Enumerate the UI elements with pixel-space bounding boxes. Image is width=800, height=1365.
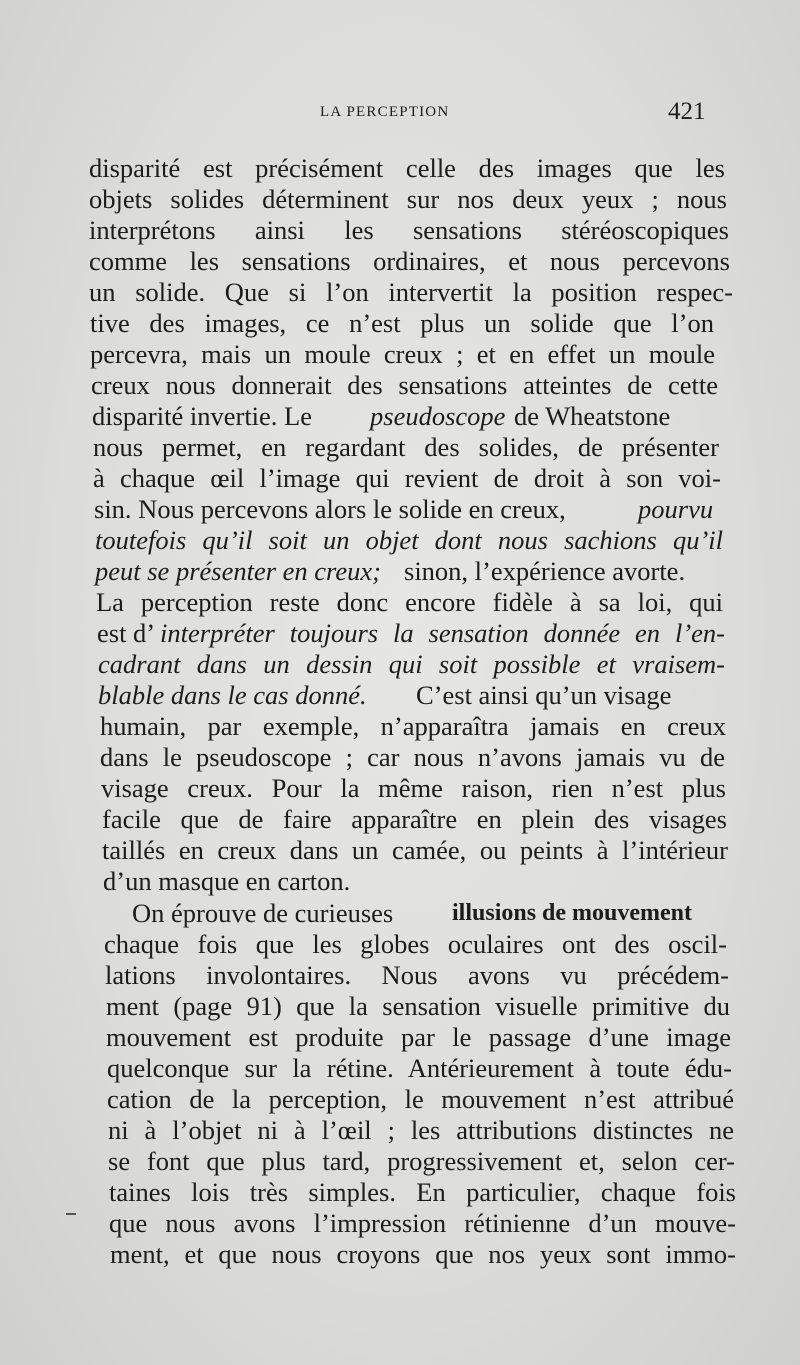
text-line [0,834,800,866]
text-line [0,617,800,649]
text-segment: taines lois très simples. En particulier, chaque fois [109,1177,736,1207]
margin-dash-mark [66,1213,76,1215]
text-line [0,214,800,246]
text-segment: mouvement est produite par le passage d’une image [106,1022,731,1052]
text-line [0,586,800,618]
text-line [0,1145,800,1177]
italic-phrase: pourvu [638,494,714,524]
text-segment: visage creux. Pour la même raison, rien n’est plus [101,773,726,803]
text-line [0,400,800,432]
text-line [0,152,800,184]
text-line [0,1207,800,1239]
text-segment: ni à l’objet ni à l’œil ; les attributions distinctes ne [108,1115,734,1145]
text-line [0,710,800,742]
text-segment: La perception reste donc encore fidèle à sa loi, qui [96,587,723,617]
text-line [0,741,800,773]
text-segment: disparité est précisément celle des images que les [89,153,725,183]
text-line [0,679,800,711]
text-line [0,307,800,339]
text-segment: quelconque sur la rétine. Antérieurement à toute édu- [107,1053,732,1083]
text-segment: disparité invertie. Le [92,401,313,431]
italic-phrase: cadrant dans un dessin qui soit possible et vraisem- [98,649,725,679]
text-line [0,990,800,1022]
text-line [0,1114,800,1146]
text-segment: ment, et que nous croyons que nos yeux sont immo- [110,1239,736,1269]
text-line [0,555,800,587]
text-segment: comme les sensations ordinaires, et nous percevons [89,246,730,276]
text-segment: à chaque œil l’image qui revient de droit à son voi- [93,463,721,493]
text-segment: se font que plus tard, progressivement et, selon cer- [108,1146,735,1176]
text-line [0,493,800,525]
text-line [0,524,800,556]
text-line [0,803,800,835]
text-segment: facile que de faire apparaître en plein des visages [102,804,727,834]
text-line [0,865,800,897]
text-line [0,245,800,277]
text-segment: humain, par exemple, n’apparaîtra jamais en creux [100,711,726,741]
text-segment: sinon, l’expérience avorte. [404,556,686,586]
text-segment: que nous avons l’impression rétinienne d’un mouve- [109,1208,736,1238]
text-segment: est d’ [97,618,156,648]
text-line [0,338,800,370]
text-line [0,1052,800,1084]
text-line [0,1021,800,1053]
text-segment: ment (page 91) que la sensation visuelle primitive du [106,991,730,1021]
text-segment: sin. Nous percevons alors le solide en creux, [94,494,566,524]
text-segment: un solide. Que si l’on intervertit la position respec- [89,277,733,307]
text-segment: dans le pseudoscope ; car nous n’avons jamais vu de [100,742,725,772]
text-segment: nous permet, en regardant des solides, de présenter [93,432,719,462]
text-line [0,183,800,215]
text-segment: percevra, mais un moule creux ; et en effet un moule [90,339,715,369]
bold-term: illusions de mouvement [452,900,693,926]
text-segment: de Wheatstone [514,401,671,431]
text-segment: C’est ainsi qu’un visage [416,680,672,710]
page-number: 421 [668,98,706,125]
text-segment: d’un masque en carton. [103,866,351,896]
italic-phrase: blable dans le cas donné. [98,680,367,710]
text-segment: chaque fois que les globes oculaires ont des oscil- [104,929,727,959]
running-title: LA PERCEPTION [320,104,450,120]
text-line [0,772,800,804]
text-line [0,648,800,680]
text-segment: interprétons ainsi les sensations stéréoscopiques [89,215,729,245]
italic-phrase: interpréter toujours la sensation donnée en l’en- [160,618,725,648]
text-segment: objets solides déterminent sur nos deux yeux ; nous [89,184,727,214]
italic-phrase: peut se présenter en creux; [95,556,381,586]
text-line [0,928,800,960]
italic-phrase: toutefois qu’il soit un objet dont nous sachions qu’il [95,525,723,555]
text-line [0,1083,800,1115]
text-line [0,1238,800,1270]
text-line [0,959,800,991]
italic-term: pseudoscope [370,401,506,431]
text-segment: taillés en creux dans un camée, ou peints à l’intérieur [102,835,728,865]
text-segment: On éprouve de curieuses [132,898,394,928]
text-line [0,462,800,494]
text-segment: lations involontaires. Nous avons vu précédem- [105,960,729,990]
text-line [0,369,800,401]
text-segment: cation de la perception, le mouvement n’est attribué [107,1084,734,1114]
text-line [0,897,800,929]
text-line [0,1176,800,1208]
text-segment: tive des images, ce n’est plus un solide que l’on [90,308,714,338]
text-line [0,276,800,308]
text-line [0,431,800,463]
text-segment: creux nous donnerait des sensations atteintes de cette [91,370,718,400]
